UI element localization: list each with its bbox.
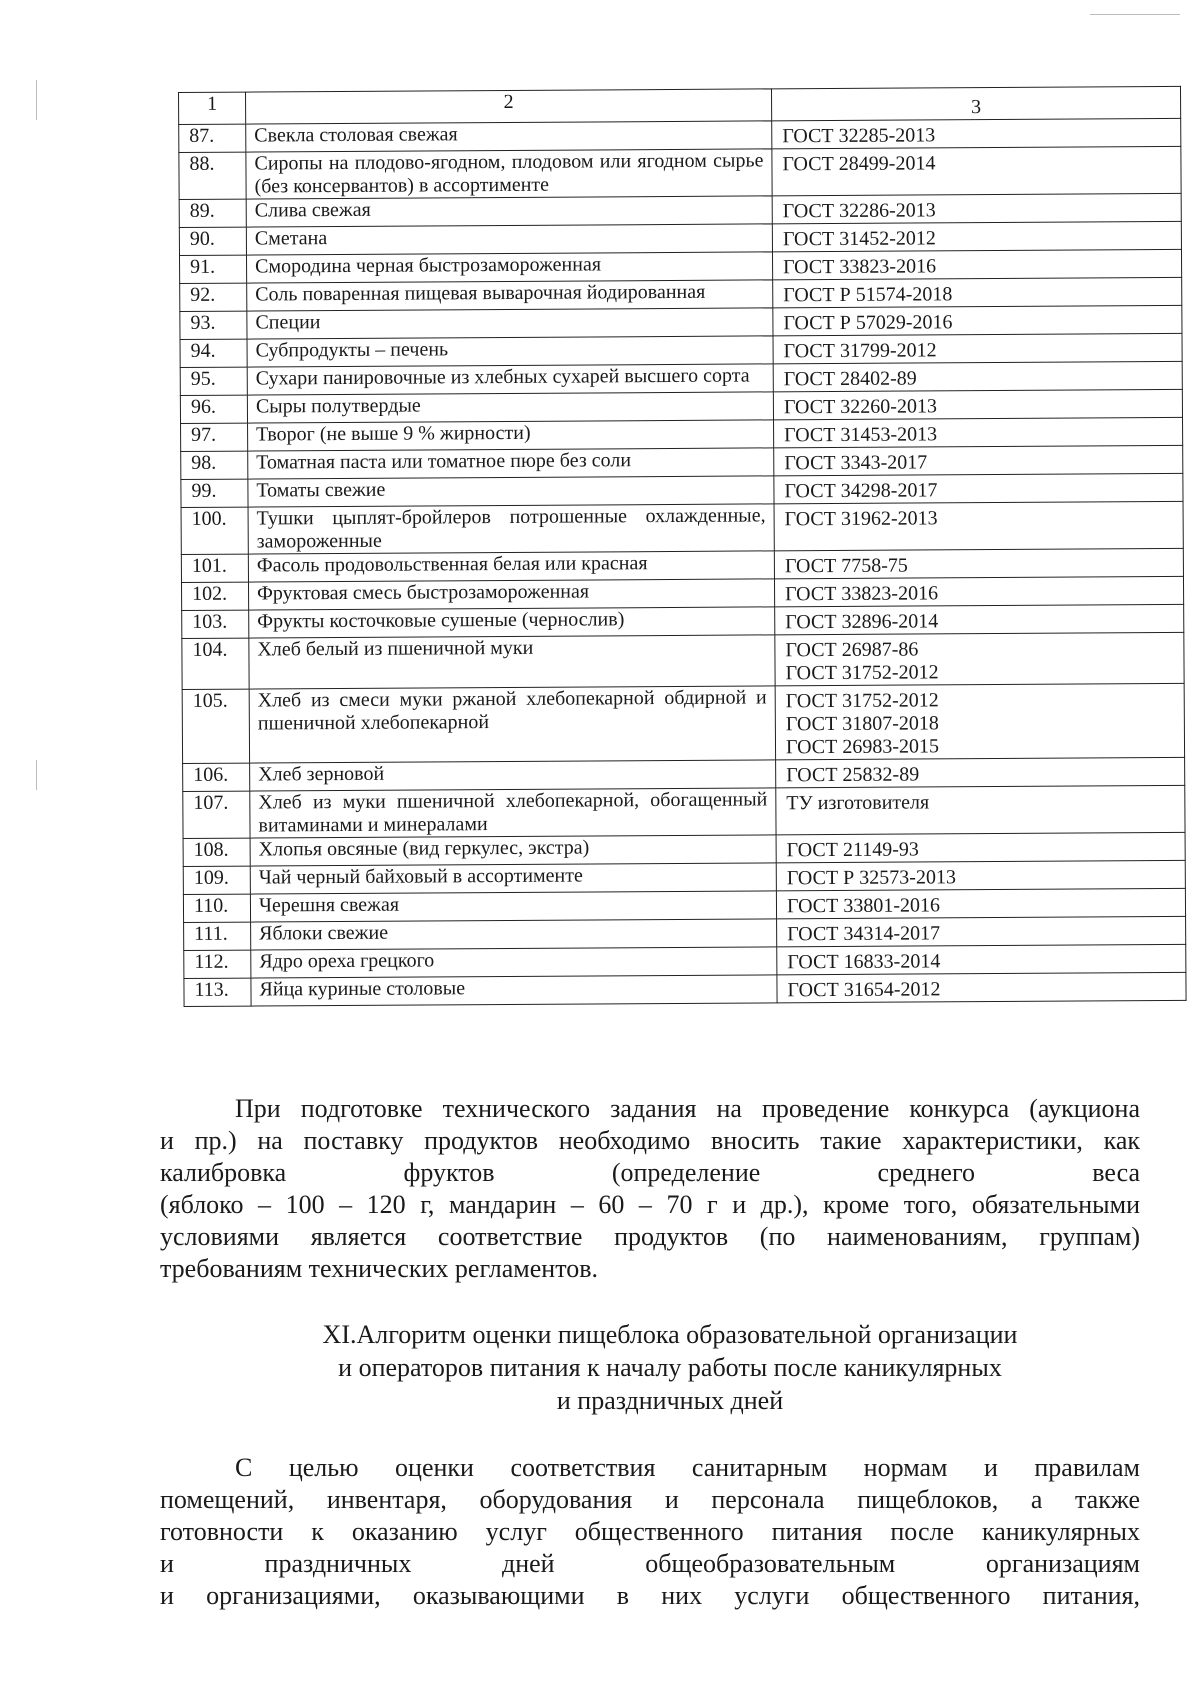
product-name: Слива свежая: [246, 196, 772, 227]
standard-reference: ГОСТ Р 57029-2016: [783, 311, 953, 335]
standard-reference: ГОСТ 34314-2017: [787, 922, 941, 946]
table-row: [182, 632, 1184, 689]
text-line: и организациями, оказывающими в них услуги общественного питания,: [160, 1581, 1140, 1610]
table-body: [179, 118, 1186, 1006]
standard-reference: ГОСТ Р 51574-2018: [783, 283, 953, 307]
standard-cell: [774, 576, 1183, 606]
standard-reference: ГОСТ 31807-2018: [785, 712, 939, 736]
standard-reference: ГОСТ 33823-2016: [785, 582, 939, 606]
product-name: Черешня свежая: [250, 891, 776, 922]
product-name: Хлеб из смеси муки ржаной хлебопекарной обдирной и пшеничной хлебопекарной: [249, 686, 775, 763]
product-name: Соль поваренная пищевая выварочная йодированная: [247, 280, 773, 311]
row-number: 107.: [183, 791, 250, 838]
scan-artifact: [36, 80, 37, 120]
row-number: 99.: [181, 479, 248, 507]
table-row: [182, 683, 1184, 763]
standard-reference: ГОСТ 34298-2017: [784, 479, 938, 503]
standard-reference: ГОСТ 26983-2015: [785, 735, 940, 759]
standard-cell: [777, 944, 1186, 974]
row-number: 94.: [180, 339, 247, 367]
row-number: 92.: [180, 283, 247, 311]
standard-reference: ГОСТ 26987-86: [785, 638, 919, 662]
standard-cell: [775, 604, 1184, 634]
product-name: Смородина черная быстрозамороженная: [246, 252, 772, 283]
heading-line: и праздничных дней: [556, 1386, 784, 1415]
product-name: Ядро ореха грецкого: [251, 947, 777, 978]
product-name: Хлопья овсяные (вид геркулес, экстра): [250, 835, 776, 866]
standard-cell: [773, 361, 1182, 391]
table-row: [181, 501, 1183, 554]
row-number: 111.: [184, 922, 251, 950]
standard-reference: ГОСТ 3343-2017: [784, 451, 928, 475]
standard-reference: ГОСТ 31453-2013: [784, 423, 938, 447]
row-number: 103.: [182, 610, 249, 638]
text-line: условиями является соответствие продуктов (по наименованиям, группам): [160, 1222, 1140, 1251]
standard-reference: ГОСТ 33823-2016: [783, 255, 937, 279]
row-number: 95.: [180, 367, 247, 395]
standard-reference: ГОСТ Р 32573-2013: [786, 866, 956, 890]
row-number: 96.: [180, 395, 247, 423]
row-number: 93.: [180, 311, 247, 339]
product-name: Субпродукты – печень: [247, 336, 773, 367]
scan-artifact: [1090, 14, 1180, 15]
row-number: 88.: [179, 152, 246, 199]
product-name: Хлеб из муки пшеничной хлебопекарной, обогащенный витаминами и минералами: [250, 788, 776, 838]
paragraph-technical-assignment: [160, 1093, 1140, 1285]
product-name: Яблоки свежие: [251, 919, 777, 950]
product-name: Творог (не выше 9 % жирности): [248, 420, 774, 451]
standard-cell: [776, 785, 1185, 834]
standard-cell: [774, 445, 1183, 475]
standard-reference: ГОСТ 7758-75: [784, 554, 908, 578]
row-number: 106.: [183, 763, 250, 791]
standard-reference: ГОСТ 28499-2014: [782, 152, 936, 176]
product-name: Сухари панировочные из хлебных сухарей высшего сорта: [247, 364, 773, 395]
row-number: 109.: [183, 866, 250, 894]
text-line: При подготовке технического задания на проведение конкурса (аукциона: [235, 1094, 1140, 1123]
product-name: Фасоль продовольственная белая или красная: [248, 551, 774, 582]
standard-reference: ГОСТ 16833-2014: [787, 950, 941, 974]
table-row: [179, 146, 1181, 199]
product-name: Свекла столовая свежая: [246, 121, 772, 152]
product-name: Тушки цыплят-бройлеров потрошенные охлажденные, замороженные: [248, 504, 774, 554]
column-header: 2: [246, 89, 772, 124]
column-header: 1: [179, 92, 246, 124]
standard-reference: ГОСТ 33801-2016: [786, 894, 941, 918]
standard-cell: [776, 888, 1185, 918]
text-line: требованиям технических регламентов.: [160, 1254, 599, 1283]
row-number: 102.: [181, 582, 248, 610]
standard-reference: ГОСТ 31962-2013: [784, 507, 938, 531]
product-name: Сыры полутвердые: [247, 392, 773, 423]
standard-reference: ГОСТ 25832-89: [786, 763, 920, 787]
standard-reference: ГОСТ 32285-2013: [782, 124, 936, 148]
standard-reference: ГОСТ 31654-2012: [787, 978, 941, 1002]
standard-cell: [776, 757, 1185, 787]
text-line: готовности к оказанию услуг общественного питания после каникулярных: [160, 1517, 1140, 1546]
standard-cell: [777, 972, 1186, 1002]
standard-reference: ГОСТ 32896-2014: [785, 610, 939, 634]
heading-line: XI.Алгоритм оценки пищеблока образовательной организации: [322, 1320, 1018, 1349]
scan-artifact: [36, 760, 37, 790]
row-number: 90.: [179, 227, 246, 255]
standard-cell: [773, 305, 1182, 335]
product-name: Фрукты косточковые сушеные (чернослив): [249, 607, 775, 638]
standard-reference: ГОСТ 28402-89: [783, 367, 917, 391]
text-line: калибровка фруктов (определение среднего веса: [160, 1158, 1140, 1187]
row-number: 98.: [181, 451, 248, 479]
standard-cell: [774, 473, 1183, 503]
standard-cell: [772, 249, 1181, 279]
standard-reference: ГОСТ 31752-2012: [785, 689, 939, 713]
standard-reference: ГОСТ 32286-2013: [782, 199, 936, 223]
row-number: 113.: [184, 978, 251, 1006]
column-header: 3: [771, 86, 1180, 120]
row-number: 97.: [181, 423, 248, 451]
product-name: Яйца куриные столовые: [251, 975, 777, 1006]
gost-table: [178, 86, 1187, 1007]
standard-cell: [774, 548, 1183, 578]
product-name: Хлеб белый из пшеничной муки: [249, 635, 775, 689]
row-number: 100.: [181, 507, 248, 554]
product-name: Томаты свежие: [248, 476, 774, 507]
text-line: (яблоко – 100 – 120 г, мандарин – 60 – 70 г и др.), кроме того, обязательными: [160, 1190, 1140, 1219]
standard-cell: [772, 146, 1181, 195]
paragraph-assessment-purpose: [160, 1452, 1140, 1612]
text-line: помещений, инвентаря, оборудования и персонала пищеблоков, а также: [160, 1485, 1140, 1514]
standard-cell: [773, 389, 1182, 419]
standard-cell: [775, 683, 1184, 759]
standard-cell: [775, 632, 1184, 685]
standard-reference: ГОСТ 32260-2013: [783, 395, 937, 419]
text-line: С целью оценки соответствия санитарным нормам и правилам: [235, 1453, 1140, 1482]
standard-cell: [774, 417, 1183, 447]
product-name: Чай черный байховый в ассортименте: [250, 863, 776, 894]
section-heading: [260, 1318, 1080, 1417]
standard-cell: [772, 193, 1181, 223]
standard-cell: [776, 860, 1185, 890]
product-name: Сметана: [246, 224, 772, 255]
row-number: 87.: [179, 124, 246, 152]
row-number: 112.: [184, 950, 251, 978]
text-line: и пр.) на поставку продуктов необходимо вносить такие характеристики, как: [160, 1126, 1140, 1155]
standard-reference: ГОСТ 21149-93: [786, 838, 919, 862]
row-number: 89.: [179, 199, 246, 227]
standard-reference: ГОСТ 31452-2012: [782, 227, 936, 251]
standard-reference: ГОСТ 31799-2012: [783, 339, 937, 363]
product-name: Специи: [247, 308, 773, 339]
heading-line: и операторов питания к началу работы после каникулярных: [338, 1353, 1002, 1382]
text-line: и праздничных дней общеобразовательным организациям: [160, 1549, 1140, 1578]
row-number: 101.: [181, 554, 248, 582]
standard-cell: [773, 333, 1182, 363]
row-number: 105.: [182, 689, 249, 763]
standard-reference: ГОСТ 31752-2012: [785, 661, 939, 685]
product-name: Сиропы на плодово-ягодном, плодовом или ягодном сырье (без консервантов) в ассортименте: [246, 149, 772, 199]
table-row: [183, 785, 1185, 838]
standard-cell: [772, 118, 1181, 148]
table-row: [184, 972, 1186, 1006]
standard-cell: [776, 832, 1185, 862]
product-name: Томатная паста или томатное пюре без соли: [248, 448, 774, 479]
row-number: 108.: [183, 838, 250, 866]
standard-cell: [772, 221, 1181, 251]
product-name: Хлеб зерновой: [250, 760, 776, 791]
row-number: 91.: [179, 255, 246, 283]
standard-cell: [773, 277, 1182, 307]
row-number: 110.: [183, 894, 250, 922]
standard-cell: [774, 501, 1183, 550]
standard-cell: [777, 916, 1186, 946]
row-number: 104.: [182, 638, 249, 689]
standard-reference: ТУ изготовителя: [786, 791, 930, 815]
product-name: Фруктовая смесь быстрозамороженная: [248, 579, 774, 610]
